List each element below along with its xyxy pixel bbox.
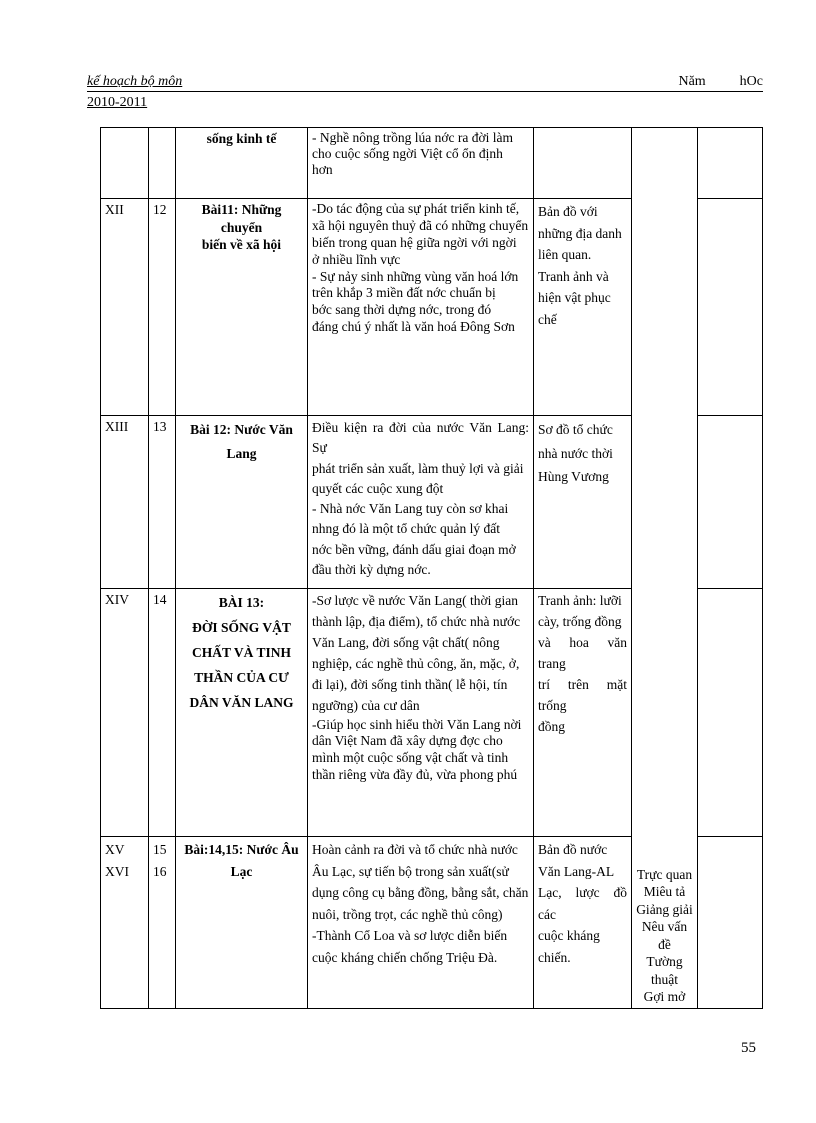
equipment-cell: [534, 589, 632, 837]
equipment-line: hiện vật phục: [538, 290, 611, 306]
content-line: cho cuộc sống ngời Việt cổ ổn định: [312, 146, 503, 162]
lesson-number-line: 15: [153, 842, 167, 857]
method-item: thuật: [651, 971, 678, 987]
notes-cell: [698, 589, 763, 837]
method-item: Giảng giải: [636, 901, 693, 917]
content-line: xã hội nguyên thuỷ đã có những chuyển: [312, 217, 529, 233]
method-item: Nêu vấn: [641, 919, 688, 935]
notes-cell: [698, 128, 763, 199]
lesson-content-cell: [308, 589, 534, 837]
content-line: nhng đó là một tổ chức quản lý đất: [312, 521, 501, 537]
notes-cell: [698, 416, 763, 589]
content-line: Điều kiện ra đời của nước Văn Lang: Sự: [312, 420, 529, 456]
content-line: -Do tác động của sự phát triển kinh tế,: [312, 201, 520, 216]
week-cell: XIII: [101, 416, 149, 589]
equipment-line: Tranh ảnh: lưỡi: [538, 593, 622, 608]
content-line: biến trong quan hệ giữa ngời với ngời: [312, 234, 517, 250]
lesson-content-cell: [308, 416, 534, 589]
table-row: [101, 128, 763, 199]
content-line: trên khắp 3 miền đất nớc chuẩn bị: [312, 285, 496, 301]
lesson-number-cell: 13: [149, 416, 176, 589]
equipment-line: cuộc kháng: [538, 928, 600, 944]
content-line: cuộc kháng chiến chống Triệu Đà.: [312, 949, 498, 965]
content-line: quyết các cuộc xung đột: [312, 480, 444, 496]
notes-cell: [698, 199, 763, 416]
title-line: THẦN CỦA CƯ: [194, 669, 289, 685]
header-year-word-2: hOc: [739, 74, 763, 89]
content-line: dân Việt Nam đã xây dựng đợc cho: [312, 733, 503, 749]
method-item: Gợi mở: [643, 989, 686, 1005]
content-line: Văn Lang, đời sống vật chất( nông: [312, 634, 500, 650]
equipment-line: Sơ đồ tổ chức: [538, 422, 613, 437]
equipment-line: Hùng Vương: [538, 469, 609, 485]
equipment-line: những địa danh: [538, 225, 622, 241]
title-line: ĐỜI SỐNG VẬT: [192, 619, 291, 635]
content-line: -Thành Cổ Loa và sơ lược diễn biến: [312, 928, 508, 944]
week-cell: XIV: [101, 589, 149, 837]
notes-cell: [698, 837, 763, 1009]
equipment-cell: [534, 199, 632, 416]
lesson-content-cell: [308, 199, 534, 416]
week-cell: XII: [101, 199, 149, 416]
equipment-line: Bản đồ với: [538, 204, 598, 219]
content-line: bớc sang thời dựng nớc, trong đó: [312, 302, 492, 318]
content-line: dụng công cụ bằng đồng, bằng sắt, chăn: [312, 885, 529, 901]
equipment-line: liên quan.: [538, 247, 592, 263]
equipment-cell: [534, 837, 632, 1009]
title-line: Bài11: Những chuyển: [201, 202, 282, 235]
lesson-content-cell: [308, 128, 534, 199]
header-year-word: Năm: [678, 74, 706, 89]
title-line: sống kinh tế: [206, 131, 277, 146]
equipment-line: chiến.: [538, 949, 571, 965]
content-line: - Sự nảy sinh những vùng văn hoá lớn: [312, 268, 519, 284]
equipment-line: Bản đồ nước: [538, 842, 608, 857]
lesson-number-cell: 14: [149, 589, 176, 837]
equipment-line: Tranh ảnh và: [538, 268, 609, 284]
lesson-number-cell: [149, 128, 176, 199]
equipment-cell: [534, 416, 632, 589]
content-line: thần riêng vừa đầy đủ, vừa phong phú: [312, 767, 518, 783]
title-line: DÂN VĂN LANG: [189, 694, 294, 710]
content-line: đầu thời kỳ dựng nớc.: [312, 561, 431, 577]
content-line: -Giúp học sinh hiểu thời Văn Lang nời: [312, 716, 522, 732]
content-line: nớc bền vững, đánh dấu giai đoạn mở: [312, 541, 516, 557]
content-line: -Sơ lược về nước Văn Lang( thời gian: [312, 593, 519, 608]
method-item: Trực quan: [636, 866, 693, 882]
title-line: Bài:14,15: Nước Âu: [184, 842, 299, 857]
lesson-number-cell: [149, 837, 176, 1009]
title-line: BÀI 13:: [218, 595, 265, 610]
equipment-line: chế: [538, 311, 557, 327]
method-item: Tường: [646, 954, 683, 970]
title-line: Lạc: [230, 863, 253, 879]
week-line: XVI: [105, 863, 129, 879]
content-line: đi lại), đời sống tinh thần( lễ hội, tín: [312, 676, 508, 692]
lesson-content-cell: [308, 837, 534, 1009]
content-line: thành lập, địa điểm), tổ chức nhà nước: [312, 613, 521, 629]
method-item: đề: [658, 936, 671, 952]
content-line: - Nhà nớc Văn Lang tuy còn sơ khai: [312, 501, 509, 516]
method-item: Miêu tả: [643, 884, 686, 900]
title-line: biến về xã hội: [201, 237, 282, 253]
lesson-title-cell: [176, 128, 308, 199]
equipment-line: Lạc, lược đồ các: [538, 885, 627, 922]
lesson-title-cell: [176, 837, 308, 1009]
equipment-line: Văn Lang-AL: [538, 863, 615, 879]
content-line: ở nhiều lĩnh vực: [312, 251, 401, 267]
title-line: CHẤT VÀ TINH: [191, 644, 292, 660]
equipment-cell: [534, 128, 632, 199]
lesson-plan-table: [100, 127, 763, 1009]
equipment-line: trí trên mặt trống: [538, 676, 627, 713]
week-line: XV: [105, 842, 125, 857]
week-cell: [101, 837, 149, 1009]
equipment-line: và hoa văn trang: [538, 634, 627, 671]
teaching-methods-cell: [632, 128, 698, 1009]
page-number: 55: [741, 1040, 756, 1056]
week-cell: [101, 128, 149, 199]
lesson-number-line: 16: [153, 863, 167, 879]
content-line: nghiệp, các nghề thủ công, ăn, mặc, ở,: [312, 655, 520, 671]
header-school-year-label: [678, 74, 763, 90]
content-line: đáng chú ý nhất là văn hoá Đông Sơn: [312, 319, 515, 335]
title-line: Lang: [226, 445, 257, 461]
lesson-number-cell: 12: [149, 199, 176, 416]
content-line: - Nghề nông trồng lúa nớc ra đời làm: [312, 130, 513, 145]
equipment-line: cày, trống đồng: [538, 613, 622, 629]
content-line: phát triển sản xuất, làm thuỷ lợi và giải: [312, 460, 524, 476]
equipment-line: nhà nước thời: [538, 445, 613, 461]
lesson-title-cell: [176, 416, 308, 589]
page-header: [87, 74, 763, 92]
content-line: nuôi, trồng trọt, các nghề thủ công): [312, 906, 503, 922]
equipment-line: đồng: [538, 718, 565, 734]
content-line: Âu Lạc, sự tiến bộ trong sản xuất(sử: [312, 863, 509, 879]
content-line: Hoàn cảnh ra đời và tổ chức nhà nước: [312, 842, 518, 857]
content-line: ngưỡng) của cư dân: [312, 697, 420, 713]
title-line: Bài 12: Nước Văn: [190, 422, 293, 437]
header-subject: kế hoạch bộ môn: [87, 74, 183, 89]
content-line: hơn: [312, 162, 333, 178]
lesson-title-cell: [176, 589, 308, 837]
lesson-title-cell: [176, 199, 308, 416]
school-year: 2010-2011: [87, 95, 148, 110]
content-line: mình một cuộc sống vật chất và tinh: [312, 750, 509, 766]
header-rule: [87, 91, 763, 92]
